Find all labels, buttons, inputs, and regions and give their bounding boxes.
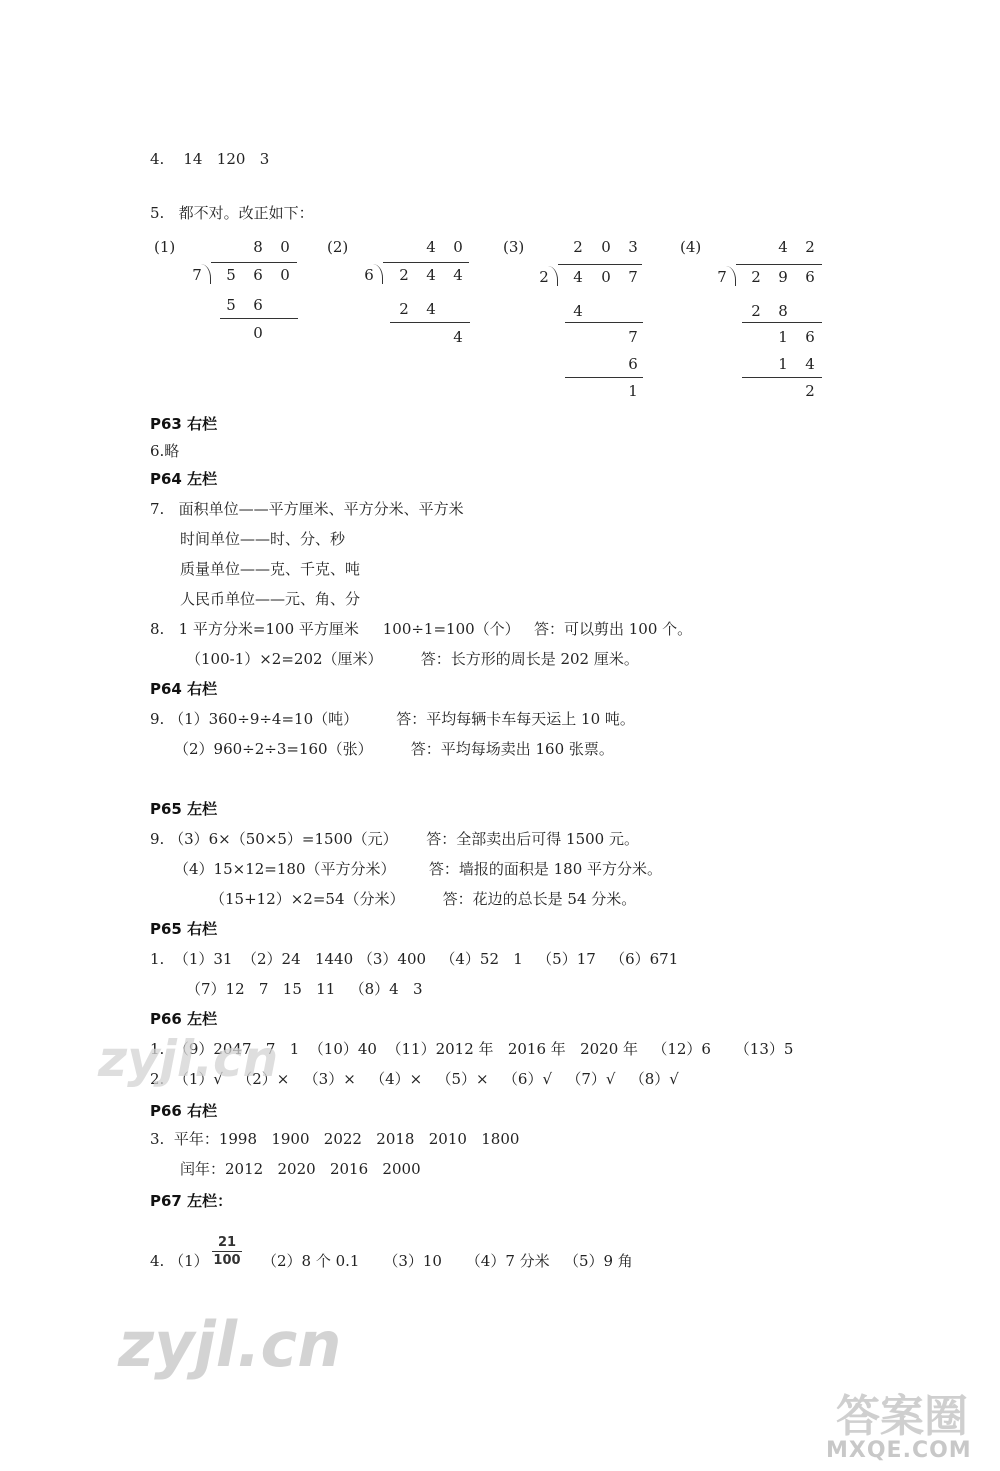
dividend-digit: 6 bbox=[805, 268, 815, 286]
answer-7-time: 时间单位——时、分、秒 bbox=[180, 530, 346, 548]
fraction bbox=[212, 1235, 242, 1268]
section-heading-p63-right: P63 右栏 bbox=[150, 415, 218, 433]
division-bracket bbox=[200, 264, 211, 284]
section-heading-p64-left: P64 左栏 bbox=[150, 470, 218, 488]
answer-3-common-years: 3. 平年：1998 1900 2022 2018 2010 1800 bbox=[150, 1130, 520, 1148]
watermark-zyjl-bottom: zyjl.cn bbox=[118, 1308, 342, 1381]
subtract-digit: 1 bbox=[778, 355, 788, 373]
remainder: 1 bbox=[628, 382, 638, 400]
dividend-digit: 2 bbox=[399, 266, 409, 284]
quotient-digit: 0 bbox=[280, 238, 290, 256]
answer-2: 2. （1）√ （2）× （3）× （4）× （5）× （6）√ （7）√ （8）√ bbox=[150, 1070, 679, 1088]
division-bracket bbox=[725, 266, 736, 286]
dividend-digit: 7 bbox=[628, 268, 638, 286]
remainder: 4 bbox=[453, 328, 463, 346]
division-bracket bbox=[372, 264, 383, 284]
dividend-digit: 4 bbox=[426, 266, 436, 284]
answer-9-1: 9. （1）360÷9÷4=10（吨） 答：平均每辆卡车每天运上 10 吨。 bbox=[150, 710, 635, 728]
answer-9-4b: （15+12）×2=54（分米） 答：花边的总长是 54 分米。 bbox=[210, 890, 637, 908]
answer-8-line2: （100-1）×2=202（厘米） 答：长方形的周长是 202 厘米。 bbox=[186, 650, 639, 668]
divisor: 7 bbox=[192, 266, 202, 284]
remainder: 0 bbox=[253, 324, 263, 342]
division-line bbox=[736, 264, 822, 265]
fraction-denominator: 100 bbox=[213, 1253, 241, 1268]
subtract-line bbox=[220, 318, 298, 319]
division-label: (4) bbox=[680, 238, 702, 256]
answer-4-rest: （2）8 个 0.1 （3）10 （4）7 分米 （5）9 角 bbox=[262, 1252, 633, 1270]
answer-4-prefix: 4. （1） bbox=[150, 1252, 209, 1270]
subtract-digit: 8 bbox=[778, 302, 788, 320]
answer-8-line1: 8. 1 平方分米=100 平方厘米 100÷1=100（个） 答：可以剪出 100 个。 bbox=[150, 620, 693, 638]
subtract-digit: 6 bbox=[628, 355, 638, 373]
dividend-digit: 4 bbox=[573, 268, 583, 286]
dividend-digit: 9 bbox=[778, 268, 788, 286]
division-line bbox=[558, 264, 642, 265]
section-heading-p67-left: P67 左栏： bbox=[150, 1192, 233, 1210]
section-heading-p65-left: P65 左栏 bbox=[150, 800, 218, 818]
divisor: 6 bbox=[364, 266, 374, 284]
division-line bbox=[211, 262, 297, 263]
subtract-digit: 4 bbox=[426, 300, 436, 318]
watermark-zyjl: zyjl.cn bbox=[98, 1030, 279, 1088]
answer-6: 6.略 bbox=[150, 442, 180, 460]
dividend-digit: 4 bbox=[453, 266, 463, 284]
quotient-digit: 8 bbox=[253, 238, 263, 256]
answer-1-line3: 1. （9）2047 7 1 （10）40 （11）2012 年 2016 年 2020 年 （12）6 （13）5 bbox=[150, 1040, 794, 1058]
subtract-line bbox=[390, 322, 470, 323]
quotient-digit: 4 bbox=[426, 238, 436, 256]
subtract-line bbox=[565, 377, 643, 378]
answer-1-line2: （7）12 7 15 11 （8）4 3 bbox=[186, 980, 423, 998]
subtract-digit: 4 bbox=[573, 302, 583, 320]
answer-9-4: （4）15×12=180（平方分米） 答：墙报的面积是 180 平方分米。 bbox=[174, 860, 663, 878]
dividend-digit: 6 bbox=[253, 266, 263, 284]
section-heading-p66-left: P66 左栏 bbox=[150, 1010, 218, 1028]
dividend-digit: 5 bbox=[226, 266, 236, 284]
quotient-digit: 2 bbox=[573, 238, 583, 256]
answer-4-line: 4. 14 120 3 bbox=[150, 150, 270, 168]
quotient-digit: 0 bbox=[453, 238, 463, 256]
division-label: (3) bbox=[503, 238, 525, 256]
remainder: 2 bbox=[805, 382, 815, 400]
division-label: (1) bbox=[154, 238, 176, 256]
answer-9-3: 9. （3）6×（50×5）=1500（元） 答：全部卖出后可得 1500 元。 bbox=[150, 830, 639, 848]
dividend-digit: 2 bbox=[751, 268, 761, 286]
quotient-digit: 4 bbox=[778, 238, 788, 256]
remainder-digit: 7 bbox=[628, 328, 638, 346]
dividend-digit: 0 bbox=[280, 266, 290, 284]
subtract-digit: 5 bbox=[226, 296, 236, 314]
fraction-bar bbox=[212, 1251, 242, 1252]
remainder-digit: 1 bbox=[778, 328, 788, 346]
division-bracket bbox=[547, 266, 558, 286]
quotient-digit: 2 bbox=[805, 238, 815, 256]
remainder-digit: 6 bbox=[805, 328, 815, 346]
subtract-digit: 2 bbox=[751, 302, 761, 320]
answer-1-line1: 1. （1）31 （2）24 1440 （3）400 （4）52 1 （5）17 （6）671 bbox=[150, 950, 679, 968]
answer-9-2: （2）960÷2÷3=160（张） 答：平均每场卖出 160 张票。 bbox=[174, 740, 614, 758]
subtract-line bbox=[565, 322, 643, 323]
answer-7-mass: 质量单位——克、千克、吨 bbox=[180, 560, 361, 578]
divisor: 7 bbox=[717, 268, 727, 286]
subtract-digit: 6 bbox=[253, 296, 263, 314]
quotient-digit: 0 bbox=[601, 238, 611, 256]
answer-5-title: 5. 都不对。改正如下： bbox=[150, 204, 314, 222]
section-heading-p64-right: P64 右栏 bbox=[150, 680, 218, 698]
corner-url-watermark: MXQE.COM bbox=[826, 1438, 972, 1463]
answer-3-leap-years: 闰年：2012 2020 2016 2000 bbox=[180, 1160, 421, 1178]
subtract-digit: 2 bbox=[399, 300, 409, 318]
section-heading-p65-right: P65 右栏 bbox=[150, 920, 218, 938]
dividend-digit: 0 bbox=[601, 268, 611, 286]
subtract-digit: 4 bbox=[805, 355, 815, 373]
answer-7-area: 7. 面积单位——平方厘米、平方分米、平方米 bbox=[150, 500, 464, 518]
answer-7-currency: 人民币单位——元、角、分 bbox=[180, 590, 361, 608]
divisor: 2 bbox=[539, 268, 549, 286]
division-label: (2) bbox=[327, 238, 349, 256]
subtract-line bbox=[742, 322, 822, 323]
quotient-digit: 3 bbox=[628, 238, 638, 256]
division-line bbox=[383, 262, 469, 263]
fraction-numerator: 21 bbox=[217, 1235, 237, 1250]
section-heading-p66-right: P66 右栏 bbox=[150, 1102, 218, 1120]
corner-logo-watermark: 答案圈 bbox=[836, 1391, 968, 1442]
subtract-line bbox=[742, 377, 822, 378]
